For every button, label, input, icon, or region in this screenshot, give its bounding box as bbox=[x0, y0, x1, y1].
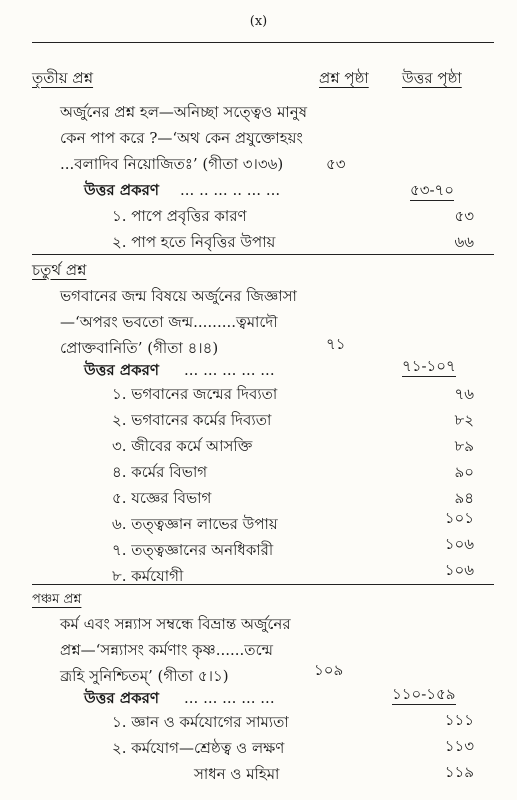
answer-item: ২. পাপ হতে নিবৃত্তির উপায় bbox=[112, 233, 276, 251]
answer-item-page: ৭৬ bbox=[454, 385, 474, 403]
question-page: ১০৯ bbox=[314, 661, 344, 679]
section-divider bbox=[32, 584, 494, 585]
answer-leader-dots: ... ... ... ... ... bbox=[184, 361, 275, 379]
answer-item: সাধন ও মহিমা bbox=[194, 765, 280, 783]
answer-item: ২. কর্মযোগ—শ্রেষ্ঠত্ব ও লক্ষণ bbox=[112, 739, 285, 757]
top-rule bbox=[32, 42, 494, 43]
answer-item-page: ১০৬ bbox=[444, 561, 474, 579]
answer-item-page: ১১৯ bbox=[444, 763, 474, 781]
answer-item: ১. পাপে প্রবৃত্তির কারণ bbox=[112, 207, 247, 225]
section-heading-5: পঞ্চম প্রশ্ন bbox=[32, 592, 82, 607]
answer-item: ৩. জীবের কর্মে আসক্তি bbox=[112, 437, 253, 455]
answer-page-header: উত্তর পৃষ্ঠা bbox=[402, 69, 462, 87]
question-page: ৭১ bbox=[326, 335, 346, 353]
question-line: ...বলাদিব নিয়োজিতঃ’ (গীতা ৩।৩৬) bbox=[60, 155, 284, 173]
answer-leader-dots: ... .. ... .. ... ... bbox=[180, 181, 281, 199]
answer-item: ২. ভগবানের কর্মের দিব্যতা bbox=[112, 411, 272, 429]
answer-label: উত্তর প্রকরণ bbox=[84, 689, 159, 707]
answer-item-page: ১০৬ bbox=[444, 535, 474, 553]
question-line: প্রশ্ন—‘সন্ন্যাসং কর্মণাং কৃষ্ণ......তন্মে bbox=[60, 641, 273, 659]
answer-item: ৬. তত্ত্বজ্ঞান লাভের উপায় bbox=[112, 515, 278, 533]
section-heading-4: চতুর্থ প্রশ্ন bbox=[32, 261, 87, 279]
question-line: কর্ম এবং সন্ন্যাস সম্বন্ধে বিভ্রান্ত অর্জুনের bbox=[60, 615, 291, 633]
answer-item: ৫. যজ্ঞের বিভাগ bbox=[112, 489, 212, 507]
answer-leader-dots: ... ... ... ... ... bbox=[184, 689, 275, 707]
question-line: প্রোক্তবানিতি’ (গীতা ৪।৪) bbox=[60, 339, 219, 357]
section-heading-3: তৃতীয় প্রশ্ন bbox=[32, 69, 94, 87]
answer-item-page: ৫৩ bbox=[454, 207, 474, 225]
answer-page-range: ১১০-১৫৯ bbox=[392, 685, 456, 703]
answer-item: ৭. তত্ত্বজ্ঞানের অনধিকারী bbox=[112, 541, 274, 559]
question-line: কেন পাপ করে ?—‘অথ কেন প্রযুক্তোহয়ং bbox=[60, 129, 303, 147]
answer-item-page: ১০১ bbox=[444, 509, 474, 527]
answer-item-page: ৮৯ bbox=[454, 437, 474, 455]
question-line: ব্রূহি সুনিশ্চিতম্’ (গীতা ৫।১) bbox=[60, 667, 229, 685]
answer-item-page: ৮২ bbox=[454, 411, 474, 429]
answer-item-page: ৬৬ bbox=[454, 233, 474, 251]
question-line: ভগবানের জন্ম বিষয়ে অর্জুনের জিজ্ঞাসা bbox=[60, 287, 297, 305]
answer-item: ১. ভগবানের জন্মের দিব্যতা bbox=[112, 385, 278, 403]
answer-item-page: ১১১ bbox=[444, 711, 474, 729]
answer-page-range: ৫৩-৭০ bbox=[410, 181, 455, 199]
question-page: ৫৩ bbox=[326, 155, 346, 173]
answer-label: উত্তর প্রকরণ bbox=[84, 361, 159, 379]
answer-item: ৮. কর্মযোগী bbox=[112, 567, 184, 585]
question-line: অর্জুনের প্রশ্ন হল—অনিচ্ছা সত্ত্বেও মানুষ bbox=[60, 103, 307, 121]
page-number: (x) bbox=[249, 14, 268, 29]
question-line: —‘অপরং ভবতো জন্ম.........ত্বমাদৌ bbox=[60, 313, 278, 331]
answer-label: উত্তর প্রকরণ bbox=[84, 181, 159, 199]
question-page-header: প্রশ্ন পৃষ্ঠা bbox=[319, 69, 369, 87]
answer-item-page: ৯০ bbox=[454, 463, 474, 481]
answer-item: ৪. কর্মের বিভাগ bbox=[112, 463, 208, 481]
answer-item-page: ৯৪ bbox=[454, 489, 474, 507]
section-divider bbox=[32, 254, 494, 255]
answer-page-range: ৭১-১০৭ bbox=[402, 357, 456, 375]
answer-item: ১. জ্ঞান ও কর্মযোগের সাম্যতা bbox=[112, 713, 289, 731]
answer-item-page: ১১৩ bbox=[444, 737, 474, 755]
